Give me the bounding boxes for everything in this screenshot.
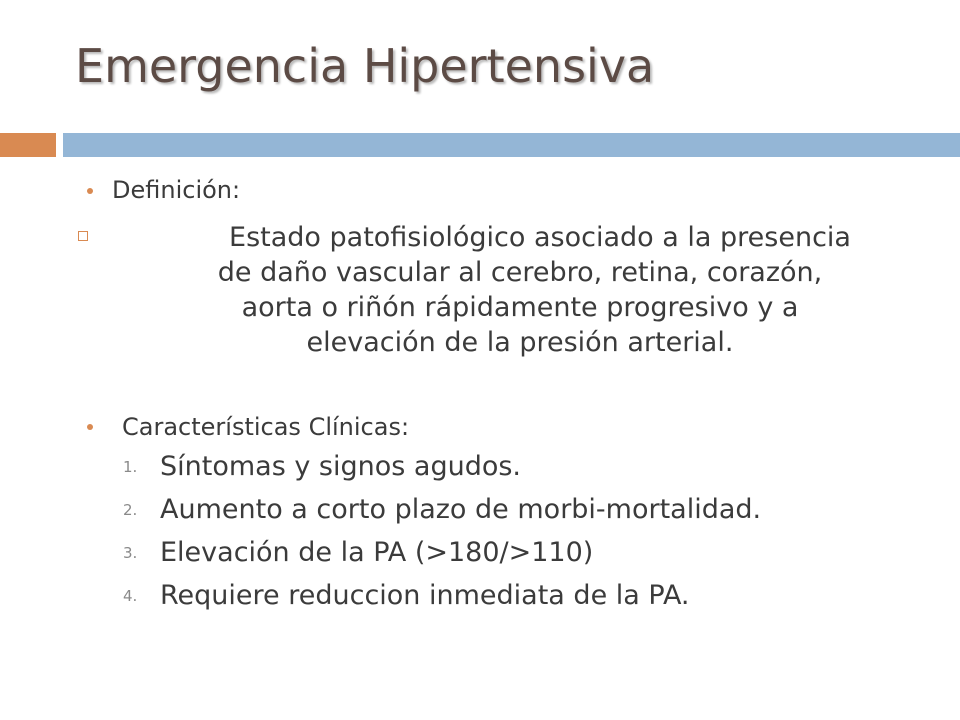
list-item-number: 4.: [123, 587, 138, 605]
list-item-text: Elevación de la PA (>180/>110): [160, 537, 594, 568]
list-item-number: 1.: [123, 458, 138, 476]
list-item-text: Requiere reduccion inmediata de la PA.: [160, 580, 690, 611]
header-divider-bar: [63, 133, 960, 157]
definition-paragraph: [140, 220, 900, 360]
square-bullet-icon: [78, 231, 88, 241]
list-item-text: Síntomas y signos agudos.: [160, 451, 522, 482]
list-item: [120, 576, 920, 619]
list-item: [120, 533, 920, 576]
definition-line: elevación de la presión arterial.: [306, 327, 734, 358]
list-item-number: 2.: [123, 501, 138, 519]
definition-line: Estado patofisiológico asociado a la presencia: [229, 222, 851, 253]
list-item-number: 3.: [123, 544, 138, 562]
bullet-dot-icon: [87, 188, 93, 194]
list-item: [120, 490, 920, 533]
clinical-label: Características Clínicas:: [122, 413, 410, 441]
definition-line: de daño vascular al cerebro, retina, corazón,: [217, 257, 823, 288]
list-item: [120, 447, 920, 490]
slide-title: Emergencia Hipertensiva: [75, 39, 655, 93]
list-item-text: Aumento a corto plazo de morbi-mortalidad.: [160, 494, 762, 525]
definition-line: aorta o riñón rápidamente progresivo y a: [241, 292, 799, 323]
bullet-dot-icon: [87, 424, 93, 430]
clinical-list: [120, 447, 920, 619]
header-accent-bar: [0, 133, 56, 157]
definition-label: Definición:: [112, 176, 241, 204]
